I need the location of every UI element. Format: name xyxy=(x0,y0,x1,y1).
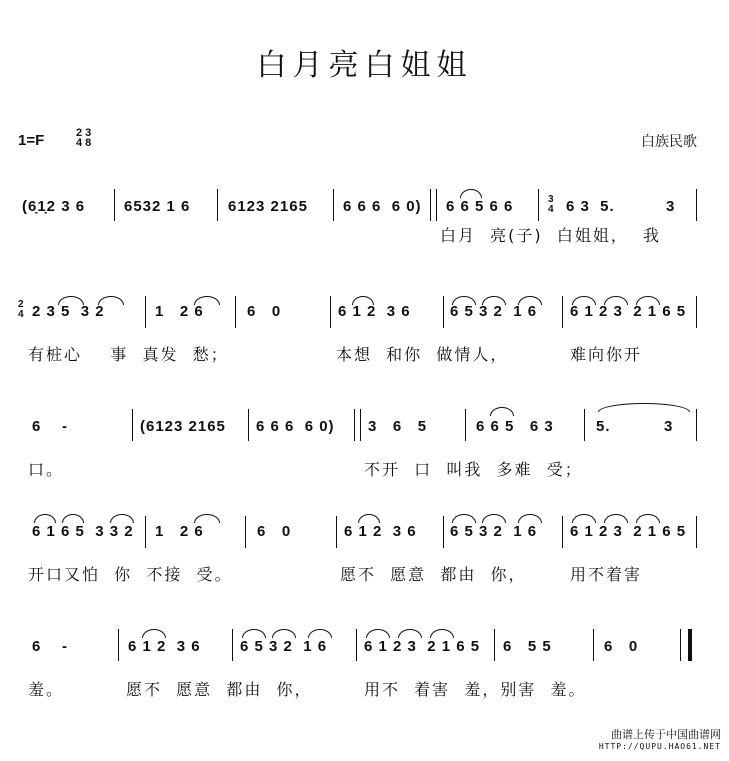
barline xyxy=(443,296,444,328)
barline xyxy=(584,409,585,441)
note-group: 6 0 xyxy=(247,303,282,320)
slur xyxy=(518,514,542,523)
slur xyxy=(242,629,266,638)
note-group: 6 3 5. xyxy=(566,198,615,215)
slur xyxy=(482,296,506,305)
note-group: 6 5 3 2 1 6 xyxy=(450,303,538,320)
lyrics-line xyxy=(0,226,729,261)
note-group: 6 - xyxy=(32,418,69,435)
barline xyxy=(356,629,357,661)
note-group: 6 0 xyxy=(257,523,292,540)
slur xyxy=(272,629,296,638)
barline xyxy=(114,189,115,221)
slur xyxy=(636,514,660,523)
barline xyxy=(696,516,697,548)
barline xyxy=(593,629,594,661)
key-signature: 1=F xyxy=(18,132,45,149)
barline xyxy=(330,296,331,328)
barline xyxy=(235,296,236,328)
barline xyxy=(248,409,249,441)
note-group: 6 5 3 2 1 6 xyxy=(450,523,538,540)
note-group: 6 1 6 5 3 3 2 xyxy=(32,523,134,540)
barline xyxy=(232,629,233,661)
slur xyxy=(604,296,628,305)
barline xyxy=(217,189,218,221)
barline xyxy=(465,409,466,441)
note-group: 6 1 2 3 6 xyxy=(128,638,201,655)
barline xyxy=(696,189,697,221)
note-group: 6123 2165 xyxy=(228,198,308,215)
barline xyxy=(443,516,444,548)
note-group: 6 1 2 3 6 xyxy=(338,303,411,320)
note-group: 6 5 5 xyxy=(503,638,552,655)
lyric-text: 羞。 xyxy=(28,680,65,699)
slur xyxy=(460,189,482,198)
barline xyxy=(118,629,119,661)
lyric-text: 难向你开 xyxy=(570,345,643,364)
lyric-text: 本想 和你 做情人， xyxy=(336,345,509,364)
note-group: (6̣1̣2 3 6 xyxy=(22,198,86,215)
lyric-text: 不开 口 叫我 多难 受； xyxy=(364,460,583,479)
lyrics-line xyxy=(0,342,729,366)
note-group: 6 1 2 3 2 1 6 5 xyxy=(570,523,687,540)
slur xyxy=(366,629,390,638)
slur xyxy=(572,296,596,305)
time-change: 3 4 xyxy=(548,194,554,215)
slur xyxy=(194,514,220,523)
note-group: 1 2 6 xyxy=(155,303,204,320)
lyric-text: 愿不 愿意 都由 你， xyxy=(340,565,527,584)
slur xyxy=(358,514,380,523)
watermark-text: 曲谱上传于中国曲谱网 xyxy=(611,728,721,741)
lyric-text: 用不着害 xyxy=(570,565,643,584)
barline xyxy=(494,629,495,661)
slur xyxy=(490,407,514,416)
barline xyxy=(562,516,563,548)
lyrics-line xyxy=(0,457,729,481)
barline xyxy=(430,189,431,221)
lyric-text: 开口又怕 你 不接 受。 xyxy=(28,565,233,584)
note-group: 6 5 3 2 1 6 xyxy=(240,638,328,655)
note-group: 5. xyxy=(596,418,611,435)
slur xyxy=(430,629,454,638)
slur xyxy=(572,514,596,523)
barline xyxy=(360,409,361,441)
note-group: 6 - xyxy=(32,638,69,655)
slur xyxy=(452,296,476,305)
barline xyxy=(145,516,146,548)
source-label: 白族民歌 xyxy=(641,134,697,150)
note-group: 6 6 6 6 0) xyxy=(343,198,422,215)
notes-line xyxy=(0,290,729,350)
final-barline-thick xyxy=(688,629,692,661)
note-group: 2 3 5 3 2 xyxy=(32,303,105,320)
final-barline-thin xyxy=(680,629,681,661)
barline xyxy=(333,189,334,221)
note-group: 6 6 5 6 6 xyxy=(446,198,514,215)
barline xyxy=(354,409,355,441)
slur xyxy=(518,296,542,305)
slur xyxy=(598,403,690,412)
slur xyxy=(58,296,84,305)
slur xyxy=(308,629,332,638)
barline xyxy=(538,189,539,221)
note-group: 6 1 2 3 6 xyxy=(344,523,417,540)
barline xyxy=(145,296,146,328)
note-group: 6 1 2 3 2 1 6 5 xyxy=(364,638,481,655)
note-group: 3 xyxy=(666,198,676,215)
slur xyxy=(398,629,422,638)
note-group: 6 0 xyxy=(604,638,639,655)
lyrics-line xyxy=(0,562,729,586)
slur xyxy=(636,296,660,305)
slur xyxy=(142,629,166,638)
barline xyxy=(336,516,337,548)
lyric-text: 用不 着害 羞，别害 羞。 xyxy=(364,680,587,699)
slur xyxy=(452,514,476,523)
note-group: 3 6 5 xyxy=(368,418,428,435)
lyric-text: 白月 亮(子) 白姐姐， 我 xyxy=(440,226,662,245)
barline xyxy=(132,409,133,441)
time-signature: 2 3 4 8 xyxy=(76,127,92,149)
slur xyxy=(62,514,84,523)
notes-line xyxy=(0,510,729,570)
lyric-text: 口。 xyxy=(28,460,65,479)
slur xyxy=(110,514,134,523)
lyric-text: 愿不 愿意 都由 你， xyxy=(126,680,313,699)
note-group: 6 1 2 3 2 1 6 5 xyxy=(570,303,687,320)
barline xyxy=(696,409,697,441)
note-group: 3 xyxy=(664,418,674,435)
slur xyxy=(98,296,124,305)
notes-line xyxy=(0,405,729,465)
barline xyxy=(245,516,246,548)
slur xyxy=(352,296,374,305)
slur xyxy=(604,514,628,523)
note-group: 6 6 6 6 0) xyxy=(256,418,335,435)
slur xyxy=(194,296,220,305)
note-group: 1 2 6 xyxy=(155,523,204,540)
time-change: 2 4 xyxy=(18,299,24,320)
barline xyxy=(436,189,437,221)
slur xyxy=(482,514,506,523)
watermark xyxy=(599,729,721,753)
note-group: 6 6 5 6 3 xyxy=(476,418,554,435)
note-group: (6123 2165 xyxy=(140,418,226,435)
lyric-text: 有桩心 事 真发 愁； xyxy=(28,345,229,364)
notes-line xyxy=(0,625,729,685)
note-group: 6532 1 6 xyxy=(124,198,191,215)
watermark-url: HTTP://QUPU.HAO61.NET xyxy=(598,742,721,751)
barline xyxy=(562,296,563,328)
barline xyxy=(696,296,697,328)
slur xyxy=(34,514,56,523)
song-title: 白月亮白姐姐 xyxy=(256,48,473,83)
lyrics-line xyxy=(0,677,729,701)
